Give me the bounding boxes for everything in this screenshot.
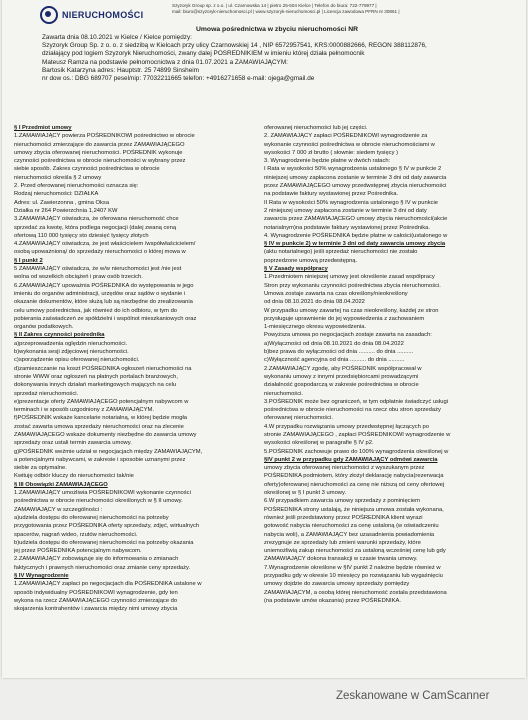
section-heading: § I punkt 2 xyxy=(14,257,43,264)
text-line: wykonanie czynności pośrednictwa w obrocie nieruchomościami w xyxy=(264,141,435,148)
text-line: 6.W przypadkiem zawarcia umowy sprzedaży z pominięciem xyxy=(264,498,420,505)
text-line: stronie ZAMAWIAJĄCEGO , zapłaci POŚREDNIKOWI wynagrodzenie w xyxy=(264,431,451,438)
contract-header xyxy=(42,34,482,83)
text-line: zostać zawarta umowa sprzedaży nieruchomości oraz na zlecenie xyxy=(14,423,184,430)
text-line: uniemożliwią zakup nieruchomości za ustaloną wcześniej cenę lub gdy xyxy=(264,548,446,555)
company-line: mail: biuro@szyzoryk-nieruchomosci.pl | www.szyzoryk-nieruchomosci.pl | Licencja zawodowa PFRN nr 30861 | xyxy=(172,9,400,15)
text-line: 4.ZAMAWIAJĄCY oświadcza, że jest właścicielem /współwłaścicielem/ xyxy=(14,241,196,248)
text-line: Umowa zostaje zawarta na czas określony/nieokreślony xyxy=(264,290,408,297)
logo-text: NIERUCHOMOŚCI xyxy=(62,10,144,20)
text-line: Mateusz Ramza na podstawie pełnomocnictwa z dnia 01.07.2021 a ZAMAWIAJĄCYM: xyxy=(42,58,288,66)
text-line: 3. Wynagrodzenie będzie płatne w dwóch ratach: xyxy=(264,158,391,165)
document-page xyxy=(2,0,526,678)
text-line: działający pod logiem Szyzoryk Nieruchomości, zwany dalej POŚREDNIKIEM w imieniu której działa pełnomocnik xyxy=(42,50,365,58)
text-line: 2 niniejszej umowy zapłacona zostanie w terminie 3 dni od daty xyxy=(264,207,427,214)
text-line: nr dow os.: DBG 689707 pesel/nip: 77032211665 telefon: +4916271658 e-mail: ojega@gmail.de xyxy=(42,75,315,83)
text-line: (aktu notarialnego) jeśli sprzedaż nieruchomości nie zostało xyxy=(264,249,418,256)
text-line: ZAMAWIAJĄCEGO wskaże dokumenty niezbędne do zawarcia umowy xyxy=(14,431,197,438)
text-line: b)bez prawa do wyłączności od dnia .......... do dnia .......... xyxy=(264,349,414,356)
text-line: celu umowy pośrednictwa, jak również do ich odbioru, w tym do xyxy=(14,307,178,314)
text-line: nieruchomości zmierzające do zawarcia przez ZAMAWIAJĄCEGO xyxy=(14,141,185,148)
text-line: g)POŚREDNIK weźmie udział w negocjacjach między ZAMAWIAJĄCYM, xyxy=(14,448,203,455)
text-line: a)udziela dostępu do oferowanej nieruchomości na potrzeby xyxy=(14,514,169,521)
text-line: 6.ZAMAWIAJĄCY upoważnia POŚREDNIKA do występowania w jego xyxy=(14,282,194,289)
text-line: f)POŚREDNIK wskaże kancelarie notarialną, w której będzie mogła xyxy=(14,415,188,422)
text-line: niniejszej umowy zapłacona zostanie w terminie 3 dni od daty zawarcia xyxy=(264,174,447,181)
text-line: 4. Wynagrodzenie POŚREDNIKA będzie płatne w całości(ustalonego w xyxy=(264,232,448,239)
text-line: a potencjalnymi nabywcami, w zakresie i sposobie uznanymi przez xyxy=(14,456,186,463)
text-line: POŚREDNIKA podmiotem, który złożył deklarację nabycia(rezerwacja xyxy=(264,473,444,480)
text-line: działalność gospodarczą w zakresie pośrednictwa w obrocie xyxy=(264,382,419,389)
section-heading: § V Zasady współpracy xyxy=(264,266,328,273)
text-line: Rodzaj nieruchomości: DZIAŁKA xyxy=(14,191,99,198)
text-line: 2.ZAMAWIAJĄCY zobowiązuje się do informowania o zmianach xyxy=(14,556,179,563)
text-line: 1.ZAMAWIAJĄCY powierza POŚREDNIKOWI pośrednictwo w obrocie xyxy=(14,133,195,140)
text-line: przez ZAMAWIAJĄCEGO umowy przedwstępnej zbycia nieruchomości xyxy=(264,183,447,190)
section-heading: § IV w punkcie 2) w terminie 3 dni od daty zawarcia umowy zbycia xyxy=(264,241,446,248)
text-line: przysługuje uprawnienie do jej wypowiedzenia z zachowaniem xyxy=(264,315,425,322)
text-line: zrezygnuje ze sprzedaży lub zmieni warunki sprzedaży, które xyxy=(264,539,421,546)
text-line: Działka nr 264 Powierzchnia 1,2407 KW xyxy=(14,207,118,214)
text-line: umowy dojdzie do zawarcia umowy sprzedaży pomiędzy xyxy=(264,581,410,588)
text-line: umowy zbycia oferowanej nieruchomości. POŚREDNIK wykonuje xyxy=(14,149,183,156)
text-line: wysokości określonej w paragrafie § IV p2. xyxy=(264,440,374,447)
text-line: okazanie dokumentów, które służą lub są niezbędne do zrealizowania xyxy=(14,299,193,306)
text-line: na podstawie faktury wystawionej przez Pośrednika. xyxy=(264,191,399,198)
text-line: pośrednictwa w obrocie nieruchomości na rzecz obu stron sprzedaży xyxy=(264,407,441,414)
text-line: c)sporządzenie opisu oferowanej nieruchomości. xyxy=(14,357,140,364)
section-heading: § IV Wynagrodzenie xyxy=(14,573,69,580)
text-line: siebie sposób. Zakres czynności pośrednictwa w obrocie xyxy=(14,166,160,173)
text-line: faktycznych i prawnych nieruchomości oraz zmianie ceny sprzedaży. xyxy=(14,564,191,571)
text-line: 3.POŚREDNIK może bez ograniczeń, w tym odpłatnie świadczyć usługi xyxy=(264,398,448,405)
text-line: notarialnym)na podstawie faktury wystawionej przez Pośrednika. xyxy=(264,224,430,231)
text-line: osobą upoważnioną/ do sprzedaży nieruchomości o której mowa w xyxy=(14,249,186,256)
text-line: Zawarta dnia 08.10.2021 w Kielce / Kielce pomiędzy: xyxy=(42,34,192,41)
text-line: pośrednictwa w obrocie nieruchomości określonych w § II umowy. xyxy=(14,498,183,505)
text-line: umowy zbycia oferowanej nieruchomości z wyszukanym przez xyxy=(264,465,425,472)
right-column xyxy=(264,124,504,676)
text-line: 2. Przed oferowanej nieruchomości oznacza się: xyxy=(14,183,139,190)
text-line: 7.Wynagrodzenie określone w §IV punkt 2 należne będzie również w xyxy=(264,564,441,571)
text-line: Stron przy wykonaniu czynności pośrednictwa zbycia nieruchomości. xyxy=(264,282,441,289)
text-line: 2. ZAMAWIAJĄCY zapłaci POŚREDNIKOWI wynagrodzenie za xyxy=(264,133,428,140)
text-line: a)Wyłączności od dnia 08.10.2021 do dnia 08.04.2022 xyxy=(264,340,404,347)
text-line: ZAMAWIAJĄCY dokona transakcji w czasie trwania umowy. xyxy=(264,556,418,563)
text-line: Szyzoryk Group Sp. z o. o. z siedzibą w Kielcach przy ulicy Czarnowskiej 14 , NIP 6572957541, KRS:0000882666, REGON 388112876, xyxy=(42,42,427,50)
text-line: organów podatkowych. xyxy=(14,324,74,331)
text-line: oferowanej nieruchomości. xyxy=(264,415,333,422)
text-line: b)udziela dostępu do oferowanej nieruchomości na potrzeby okazania xyxy=(14,539,194,546)
text-line: sposób indywidualny POŚREDNIKOWI wynagrodzenie, gdy ten xyxy=(14,589,178,596)
text-line: pobierania zaświadczeń ze spółdzielni i wspólnot mieszkaniowych oraz xyxy=(14,315,197,322)
text-line: 1.ZAMAWIAJĄCY zapłaci po negocjacjach dla POŚREDNIKA ustalone w xyxy=(14,581,202,588)
text-line: ofertową 110 000 tysięcy sto dziesięć tysięcy złotych xyxy=(14,232,149,239)
text-line: stronie WWW oraz ogłoszeń na płatnych portalach branżowych, xyxy=(14,373,178,380)
section-heading: § III Obowiązki ZAMAWIAJĄCEGO xyxy=(14,481,108,488)
text-line: II Rata w wysokości 50% wynagrodzenia ustalonego § IV w punkcie xyxy=(264,199,439,206)
document-title: Umowa pośrednictwa w zbyciu nieruchomości NR xyxy=(195,26,359,33)
text-line: sprzedaż nieruchomości. xyxy=(14,390,79,397)
text-line: Adres: ul. Zawierzonna , gmina Oksa xyxy=(14,199,110,206)
text-line: (na podstawie umów okazania) przez POŚREDNIKA. xyxy=(264,597,401,604)
text-line: a)przeprowadzenia oględzin nieruchomości. xyxy=(14,340,128,347)
text-line: sprzedaży oraz ustali termin zawarcia umowy. xyxy=(14,440,132,447)
text-line: oferowanej nieruchomości lub jej części. xyxy=(264,125,368,131)
text-line: I Rata w wysokości 50% wynagrodzenia ustalonego § IV w punkcie 2 xyxy=(264,166,442,173)
text-line: 4.W przypadku rozwiązania umowy przedwstępnej łączących po xyxy=(264,423,429,430)
text-line: przypadku gdy w okresie 10 miesięcy po rozwiązaniu lub wygaśnięciu xyxy=(264,573,443,580)
text-line: wysokości 7 000 zł brutto ( słownie: siedem tysięcy ) xyxy=(264,149,399,156)
text-line: nieruchomości określa § 2 umowy xyxy=(14,174,102,181)
section-heading: § I Przedmiot umowy xyxy=(14,125,72,131)
text-line: terminach i w sposób uzgodniony z ZAMAWIAJĄCYM. xyxy=(14,407,154,414)
text-line: nabycia woli), a ZAMAWIAJĄCY bez uzasadnienia powiadomienia xyxy=(264,531,435,538)
text-line: również jeśli przedstawiony przez POŚREDNIKA klient wyrazi xyxy=(264,514,423,521)
text-line: Bartosik Katarzyna adres: Hauptstr. 25 74899 Sinsheim xyxy=(42,66,200,74)
text-line: poprzedzone umową przedwstępną. xyxy=(264,257,358,264)
text-line: d)zamieszczanie na koszt POŚREDNIKA ogłoszeń nieruchomości na xyxy=(14,365,192,372)
section-heading: §IV punkt 2 w przypadku gdy ZAMAWIAJĄCY odmówi zawarcia xyxy=(264,456,438,463)
text-line: Kwituję odbiór kluczy do nieruchomości tak/nie xyxy=(14,473,134,480)
text-line: W przypadku umowy zawartej na czas nieokreślony, każdej ze stron xyxy=(264,307,439,314)
text-line: ZAMAWIAJĄCYM, a osobą której nieruchomość została przedstawiona xyxy=(264,589,447,596)
section-heading: § II Zakres czynności pośrednika xyxy=(14,332,105,339)
text-line: dokonywania innych działań marketingowych mających na celu xyxy=(14,382,177,389)
text-line: od dnia 08.10.2021 do dnia 08.04.2022 xyxy=(264,299,365,306)
text-line: wolna od wszelkich obciążeń i praw osób trzecich. xyxy=(14,274,143,281)
text-line: gotowość nabycia nieruchomości za cenę ustaloną (w oświadczeniu xyxy=(264,523,439,530)
text-line: ZAMAWIAJĄCY w szczególności : xyxy=(14,506,103,513)
text-line: 5.POŚREDNIK zachowuje prawo do 100% wynagrodzenia określonej w xyxy=(264,448,449,455)
logo-mark-icon xyxy=(40,6,58,24)
text-line: 1-miesięcznego okresu wypowiedzenia. xyxy=(264,324,367,331)
text-line: b)wykonania sesji zdjęciowej nieruchomości. xyxy=(14,349,129,356)
company-contact-lines xyxy=(172,3,522,16)
text-line: 1.Przedmiotem niniejszej umowy jest określenie zasad współpracy xyxy=(264,274,435,281)
text-line: zawarcia przez ZAMAWIAJĄCEGO umowy zbycia nieruchomości(akcie xyxy=(264,216,448,223)
text-line: czynności pośrednictwa w obrocie nieruchomości w wybrany przez xyxy=(14,158,186,165)
text-line: 5 ZAMAWIAJĄCY oświadcza, że w/w nieruchomości jest /nie jest xyxy=(14,266,182,273)
company-line: Szyzoryk Group sp. z o.o. | ul. Czarnowska 14 | pietro 25-504 Kielce | Telefon do biura: 722-779977 | xyxy=(172,3,377,8)
text-line: wykona na rzecz ZAMAWIAJĄCEGO czynności zmierzające do xyxy=(14,597,178,604)
text-line: skojarzenia kontrahentów i zawarcia między nimi umowy zbycia xyxy=(14,606,178,613)
text-line: określonej w § I punkt 3 umowy. xyxy=(264,490,347,497)
text-line: Powyższa umowa po negocjacjach zostaje zawarta na zasadach: xyxy=(264,332,432,339)
left-column xyxy=(14,124,250,676)
text-line: c)Wyłączność agencyjna od dnia .......... do dnia .......... xyxy=(264,357,405,364)
text-line: POŚREDNIKA strony ustalają, że niniejsza umowa została wykonana, xyxy=(264,506,444,513)
text-line: imieniu do organów administracji, urzędów oraz sądów o wydanie i xyxy=(14,290,186,297)
text-line: siebie za optymalne. xyxy=(14,465,67,472)
text-line: 3.ZAMAWIAJĄCY oświadcza, że oferowana nieruchomość chce xyxy=(14,216,179,223)
text-line: spacerów, nagrań wideo, rzutów nieruchomości. xyxy=(14,531,138,538)
text-line: 2.ZAMAWIAJĄCY zgodę, aby POŚREDNIK współpracował w xyxy=(264,365,422,372)
text-line: sprzedać za kwotę, która podlega negocjacji (dalej zwaną ceną xyxy=(14,224,177,231)
text-line: jej przez POŚREDNIKA potencjalnym nabywcom. xyxy=(14,548,142,555)
text-line: nieruchomości. xyxy=(264,390,303,397)
text-line: e)prezentacje oferty ZAMAWIAJĄCEGO potencjalnym nabywcom w xyxy=(14,398,189,405)
text-line: przygotowania przez POŚREDNIKA oferty sprzedaży, zdjęć, wirtualnych xyxy=(14,523,200,530)
scanner-watermark: Zeskanowane w CamScanner xyxy=(336,690,490,702)
text-line: wykonaniu umowy z innymi przedsiębiorcami prowadzącymi xyxy=(264,373,419,380)
company-logo xyxy=(40,6,143,24)
text-line: oferty)oferowanej nieruchomości za cenę nie niższą od ceny ofertowej xyxy=(264,481,445,488)
text-line: 1.ZAMAWIAJĄCY umożliwia POŚREDNIKOWI wykonanie czynności xyxy=(14,490,191,497)
